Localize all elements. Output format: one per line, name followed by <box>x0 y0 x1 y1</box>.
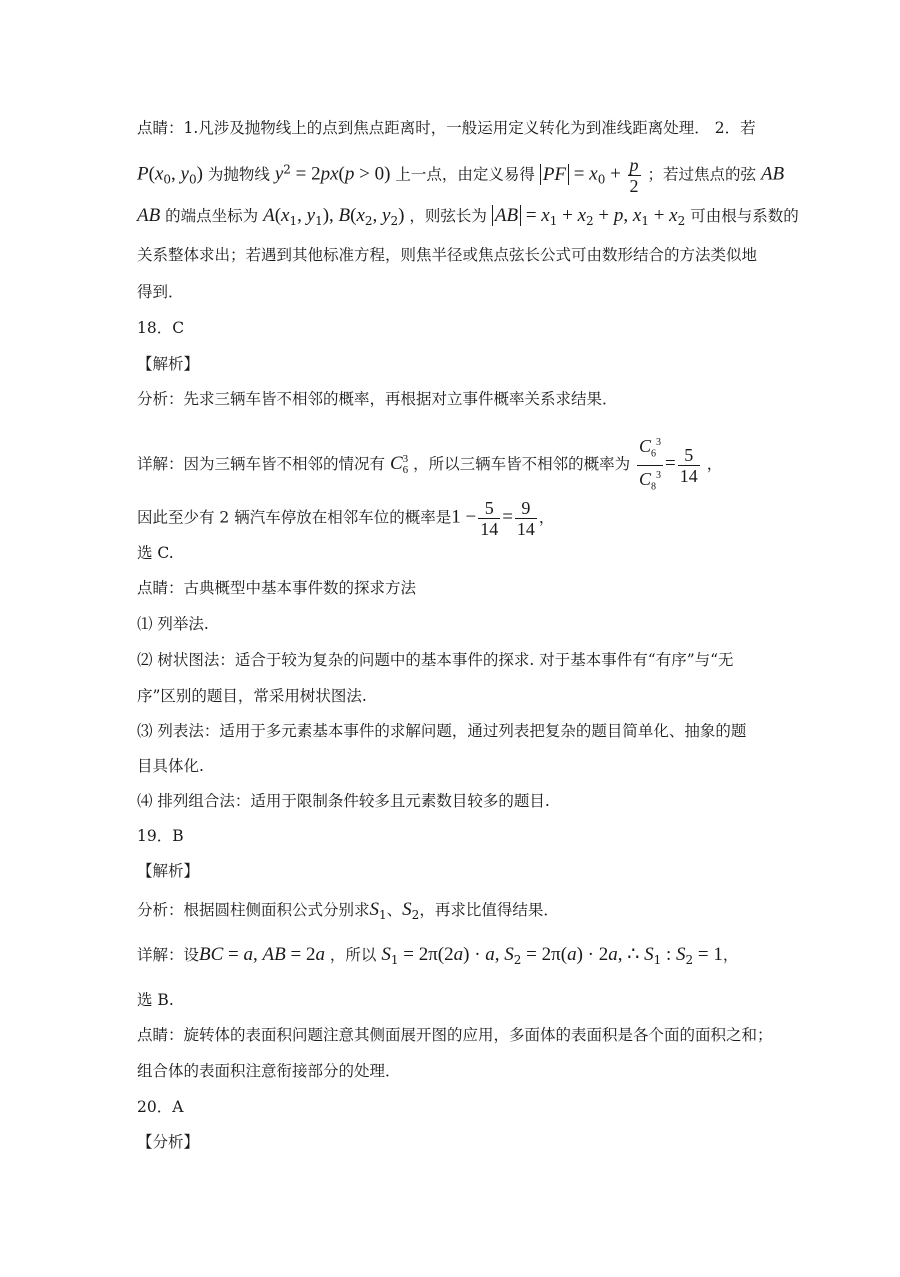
p-over-2: $\frac{p}{2}$ <box>629 155 639 196</box>
note-text: 可由根与系数的 <box>690 207 799 225</box>
bc-ab-formula: BC <box>199 944 224 965</box>
q18-method-2a: ⑵ 树状图法：适合于较为复杂的问题中的基本事件的探求. 对于基本事件有“有序”与“无 <box>137 651 734 669</box>
frac-5-14: $\frac{5}{14}$ <box>480 498 499 539</box>
parabola-formula: y <box>274 163 284 185</box>
frac-9-14: $\frac{9}{14}$ <box>516 498 535 539</box>
combination-c63: C <box>389 453 403 475</box>
note-text: ，则弦长为 <box>409 207 487 225</box>
pf-abs: PF <box>540 164 569 185</box>
note-line-3: AB 的端点坐标为 $A(x_1$, $y_1$), $B(x_2$, $y_2$) ，则弦长为 AB = $x_1 + x_2 + p$, $x_1 + x_2$ 可由根与系数的 <box>137 205 799 229</box>
point-p-formula: P <box>137 163 149 185</box>
q18-method-3a: ⑶ 列表法：适用于多元素基本事件的求解问题，通过列表把复杂的题目简单化、抽象的题 <box>137 722 747 740</box>
note-text: 为抛物线 <box>207 165 270 184</box>
note-text: 上一点，由定义易得 <box>395 165 535 184</box>
note-line-4: 关系整体求出；若遇到其他标准方程，则焦半径或焦点弦长公式可由数形结合的方法类似地 <box>137 246 758 264</box>
q18-number: 18．C <box>137 319 185 337</box>
q19-note-a: 点睛：旋转体的表面积问题注意其侧面展开图的应用，多面体的表面积是各个面的面积之和； <box>137 1026 773 1044</box>
q19-analysis: 分析：根据圆柱侧面积公式分别求$S_1$、$S_2$，再求比值得结果． <box>137 899 559 923</box>
q18-note-title: 点睛：古典概型中基本事件数的探求方法 <box>137 579 417 597</box>
q18-method-3b: 目具体化. <box>137 757 204 775</box>
q20-number: 20．A <box>137 1098 184 1116</box>
q18-analysis: 分析：先求三辆车皆不相邻的概率，再根据对立事件概率关系求结果． <box>137 390 618 408</box>
q19-choose: 选 B. <box>137 991 174 1009</box>
q19-analysis-header: 【解析】 <box>137 862 200 880</box>
q19-detail: 详解：设BC = a, AB = 2a ，所以 $S_1 = 2\pi(2a) \cdot a$, $S_2 = 2\pi(a) \cdot 2a$, ∴ $S_1$ : $S_2 = 1$， <box>137 944 739 968</box>
q18-method-2b: 序”区别的题目，常采用树状图法. <box>137 687 367 705</box>
prob-5-over-14: $\frac{5}{14}$ <box>679 444 698 486</box>
q19-number: 19．B <box>137 827 184 845</box>
q18-method-1: ⑴ 列举法. <box>137 615 209 633</box>
q18-method-4: ⑷ 排列组合法：适用于限制条件较多且元素数目较多的题目. <box>137 792 550 810</box>
q19-note-b: 组合体的表面积注意衔接部分的处理． <box>137 1062 401 1080</box>
note-text: 的端点坐标为 <box>165 207 259 225</box>
note-text: ；若过焦点的弦 <box>647 165 756 184</box>
chord-formula: AB <box>492 205 521 226</box>
note-line-2: $P(x_0$, $y_0$) 为抛物线 $y^2 = 2px(p > 0)$ 上一点，由定义易得 PF = $x_0$ + $\frac{p}{2}$ ；若过焦点的弦 AB <box>137 155 785 196</box>
q18-choose: 选 C. <box>137 544 174 562</box>
q20-analysis-header: 【分析】 <box>137 1133 200 1151</box>
note-line-1: 点睛：1.凡涉及抛物线上的点到焦点距离时，一般运用定义转化为到准线距离处理． 2．若 <box>137 119 756 137</box>
prob-c6-over-c8: $\frac{C_6^3}{C_8^3}$ <box>637 433 663 497</box>
note-line-5: 得到． <box>137 283 184 301</box>
q18-detail: 详解：因为三辆车皆不相邻的情况有 C 3 6 ，所以三辆车皆不相邻的概率为 $\frac{C_6^3}{C_8^3}$ = $\frac{5}{14}$ ， <box>137 433 722 497</box>
s1-s2: S <box>369 899 380 920</box>
q18-analysis-header: 【解析】 <box>137 355 200 373</box>
q18-therefore: 因此至少有 2 辆汽车停放在相邻车位的概率是1 − $\frac{5}{14}$ = $\frac{9}{14}$ ， <box>137 498 555 539</box>
area-formula: S <box>381 944 391 965</box>
endpoint-formula: A <box>263 205 275 226</box>
